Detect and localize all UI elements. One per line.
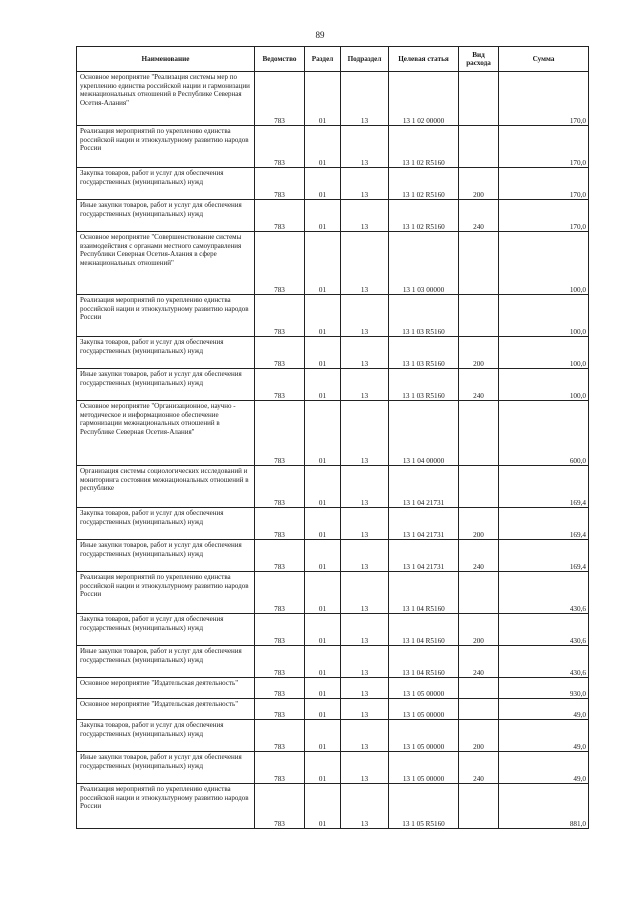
cell-expense-type: 200 xyxy=(459,337,499,369)
cell-name: Основное мероприятие "Совершенствование системы взаимодействия с органами местного самоуправления Республики Северная Осетия-Алания в сфере межнациональных отношений" xyxy=(77,232,255,295)
cell-subsection: 13 xyxy=(341,699,389,720)
cell-name: Иные закупки товаров, работ и услуг для обеспечения государственных (муниципальных) нужд xyxy=(77,369,255,401)
cell-dept: 783 xyxy=(255,401,305,466)
cell-name: Основное мероприятие "Издательская деятельность" xyxy=(77,699,255,720)
cell-target: 13 1 03 R5160 xyxy=(389,337,459,369)
cell-name: Иные закупки товаров, работ и услуг для обеспечения государственных (муниципальных) нужд xyxy=(77,200,255,232)
cell-target: 13 1 03 R5160 xyxy=(389,295,459,337)
cell-expense-type: 200 xyxy=(459,168,499,200)
cell-subsection: 13 xyxy=(341,401,389,466)
cell-amount: 169,4 xyxy=(499,540,589,572)
cell-dept: 783 xyxy=(255,466,305,508)
table-row xyxy=(77,646,589,678)
cell-section: 01 xyxy=(305,126,341,168)
cell-name: Закупка товаров, работ и услуг для обеспечения государственных (муниципальных) нужд xyxy=(77,508,255,540)
cell-section: 01 xyxy=(305,752,341,784)
cell-amount: 49,0 xyxy=(499,752,589,784)
table-row xyxy=(77,540,589,572)
cell-subsection: 13 xyxy=(341,720,389,752)
cell-name: Основное мероприятие "Реализация системы мер по укреплению единства российской нации и гармонизации межнациональных отношений в Республике Северная Осетия-Алания" xyxy=(77,72,255,126)
cell-subsection: 13 xyxy=(341,752,389,784)
cell-target: 13 1 05 00000 xyxy=(389,699,459,720)
cell-expense-type xyxy=(459,401,499,466)
cell-name: Иные закупки товаров, работ и услуг для обеспечения государственных (муниципальных) нужд xyxy=(77,540,255,572)
cell-section: 01 xyxy=(305,72,341,126)
cell-dept: 783 xyxy=(255,752,305,784)
cell-expense-type xyxy=(459,232,499,295)
cell-section: 01 xyxy=(305,401,341,466)
cell-dept: 783 xyxy=(255,168,305,200)
cell-section: 01 xyxy=(305,646,341,678)
cell-amount: 169,4 xyxy=(499,466,589,508)
cell-section: 01 xyxy=(305,540,341,572)
cell-dept: 783 xyxy=(255,540,305,572)
cell-name: Реализация мероприятий по укреплению единства российской нации и этнокультурному развитию народов России xyxy=(77,784,255,829)
cell-subsection: 13 xyxy=(341,232,389,295)
cell-subsection: 13 xyxy=(341,466,389,508)
cell-section: 01 xyxy=(305,720,341,752)
cell-subsection: 13 xyxy=(341,337,389,369)
cell-name: Реализация мероприятий по укреплению единства российской нации и этнокультурному развитию народов России xyxy=(77,126,255,168)
cell-name: Закупка товаров, работ и услуг для обеспечения государственных (муниципальных) нужд xyxy=(77,720,255,752)
cell-target: 13 1 05 00000 xyxy=(389,752,459,784)
header-expense-type: Вид расхода xyxy=(459,47,499,72)
header-name: Наименование xyxy=(77,47,255,72)
cell-target: 13 1 02 R5160 xyxy=(389,168,459,200)
cell-expense-type: 240 xyxy=(459,200,499,232)
cell-expense-type xyxy=(459,572,499,614)
cell-amount: 430,6 xyxy=(499,614,589,646)
cell-expense-type xyxy=(459,466,499,508)
cell-name: Реализация мероприятий по укреплению единства российской нации и этнокультурному развитию народов России xyxy=(77,572,255,614)
cell-dept: 783 xyxy=(255,200,305,232)
cell-target: 13 1 02 R5160 xyxy=(389,126,459,168)
cell-target: 13 1 03 R5160 xyxy=(389,369,459,401)
table-row xyxy=(77,699,589,720)
cell-section: 01 xyxy=(305,572,341,614)
cell-target: 13 1 02 R5160 xyxy=(389,200,459,232)
table-row xyxy=(77,752,589,784)
cell-subsection: 13 xyxy=(341,72,389,126)
cell-target: 13 1 04 R5160 xyxy=(389,646,459,678)
cell-expense-type: 240 xyxy=(459,752,499,784)
cell-amount: 169,4 xyxy=(499,508,589,540)
budget-table xyxy=(76,46,589,829)
table-header xyxy=(77,47,589,72)
cell-subsection: 13 xyxy=(341,646,389,678)
cell-subsection: 13 xyxy=(341,614,389,646)
table-row xyxy=(77,72,589,126)
cell-expense-type: 240 xyxy=(459,369,499,401)
cell-name: Закупка товаров, работ и услуг для обеспечения государственных (муниципальных) нужд xyxy=(77,614,255,646)
table-row xyxy=(77,784,589,829)
cell-target: 13 1 03 00000 xyxy=(389,232,459,295)
cell-amount: 170,0 xyxy=(499,126,589,168)
cell-name: Основное мероприятие "Организационное, научно - методическое и информационное обеспечение гармонизации межнациональных отношений в Республике Северная Осетия-Алания" xyxy=(77,401,255,466)
header-dept: Ведомство xyxy=(255,47,305,72)
cell-dept: 783 xyxy=(255,508,305,540)
cell-name: Закупка товаров, работ и услуг для обеспечения государственных (муниципальных) нужд xyxy=(77,168,255,200)
cell-target: 13 1 05 00000 xyxy=(389,720,459,752)
cell-expense-type xyxy=(459,295,499,337)
cell-section: 01 xyxy=(305,337,341,369)
cell-amount: 430,6 xyxy=(499,572,589,614)
cell-target: 13 1 02 00000 xyxy=(389,72,459,126)
cell-subsection: 13 xyxy=(341,508,389,540)
table-row xyxy=(77,126,589,168)
cell-section: 01 xyxy=(305,784,341,829)
cell-dept: 783 xyxy=(255,572,305,614)
cell-amount: 881,0 xyxy=(499,784,589,829)
cell-target: 13 1 04 R5160 xyxy=(389,614,459,646)
cell-target: 13 1 05 R5160 xyxy=(389,784,459,829)
cell-dept: 783 xyxy=(255,126,305,168)
cell-expense-type: 200 xyxy=(459,508,499,540)
cell-amount: 100,0 xyxy=(499,295,589,337)
cell-section: 01 xyxy=(305,678,341,699)
cell-subsection: 13 xyxy=(341,200,389,232)
cell-amount: 170,0 xyxy=(499,72,589,126)
cell-dept: 783 xyxy=(255,232,305,295)
cell-dept: 783 xyxy=(255,614,305,646)
cell-dept: 783 xyxy=(255,72,305,126)
header-row xyxy=(77,47,589,72)
header-subsection: Подраздел xyxy=(341,47,389,72)
cell-dept: 783 xyxy=(255,720,305,752)
cell-amount: 100,0 xyxy=(499,337,589,369)
cell-dept: 783 xyxy=(255,646,305,678)
cell-expense-type: 200 xyxy=(459,614,499,646)
cell-dept: 783 xyxy=(255,699,305,720)
cell-name: Реализация мероприятий по укреплению единства российской нации и этнокультурному развитию народов России xyxy=(77,295,255,337)
cell-subsection: 13 xyxy=(341,784,389,829)
cell-section: 01 xyxy=(305,369,341,401)
cell-subsection: 13 xyxy=(341,678,389,699)
cell-expense-type xyxy=(459,699,499,720)
table-row xyxy=(77,337,589,369)
cell-target: 13 1 04 00000 xyxy=(389,401,459,466)
table-row xyxy=(77,508,589,540)
table-row xyxy=(77,295,589,337)
cell-subsection: 13 xyxy=(341,572,389,614)
cell-target: 13 1 04 R5160 xyxy=(389,572,459,614)
cell-expense-type xyxy=(459,72,499,126)
cell-name: Организация системы социологических исследований и мониторинга состояния межнациональных отношений в республике xyxy=(77,466,255,508)
cell-amount: 170,0 xyxy=(499,168,589,200)
table-row xyxy=(77,614,589,646)
cell-section: 01 xyxy=(305,232,341,295)
cell-section: 01 xyxy=(305,614,341,646)
cell-name: Иные закупки товаров, работ и услуг для обеспечения государственных (муниципальных) нужд xyxy=(77,752,255,784)
cell-target: 13 1 04 21731 xyxy=(389,508,459,540)
table-row xyxy=(77,369,589,401)
cell-section: 01 xyxy=(305,168,341,200)
cell-section: 01 xyxy=(305,200,341,232)
header-section: Раздел xyxy=(305,47,341,72)
cell-amount: 430,6 xyxy=(499,646,589,678)
cell-subsection: 13 xyxy=(341,540,389,572)
cell-amount: 930,0 xyxy=(499,678,589,699)
cell-target: 13 1 04 21731 xyxy=(389,466,459,508)
cell-section: 01 xyxy=(305,699,341,720)
cell-subsection: 13 xyxy=(341,369,389,401)
table-row xyxy=(77,232,589,295)
cell-subsection: 13 xyxy=(341,126,389,168)
cell-expense-type: 240 xyxy=(459,646,499,678)
cell-dept: 783 xyxy=(255,337,305,369)
cell-section: 01 xyxy=(305,466,341,508)
cell-amount: 170,0 xyxy=(499,200,589,232)
cell-expense-type: 240 xyxy=(459,540,499,572)
cell-dept: 783 xyxy=(255,784,305,829)
page-number: 89 xyxy=(315,30,325,40)
cell-dept: 783 xyxy=(255,369,305,401)
cell-name: Закупка товаров, работ и услуг для обеспечения государственных (муниципальных) нужд xyxy=(77,337,255,369)
cell-expense-type xyxy=(459,126,499,168)
table-row xyxy=(77,401,589,466)
header-amount: Сумма xyxy=(499,47,589,72)
table-row xyxy=(77,572,589,614)
cell-amount: 600,0 xyxy=(499,401,589,466)
table-body xyxy=(77,72,589,829)
cell-expense-type xyxy=(459,784,499,829)
table-row xyxy=(77,466,589,508)
cell-dept: 783 xyxy=(255,295,305,337)
header-target: Целевая статья xyxy=(389,47,459,72)
cell-name: Основное мероприятие "Издательская деятельность" xyxy=(77,678,255,699)
table-row xyxy=(77,678,589,699)
cell-dept: 783 xyxy=(255,678,305,699)
cell-amount: 49,0 xyxy=(499,699,589,720)
cell-name: Иные закупки товаров, работ и услуг для обеспечения государственных (муниципальных) нужд xyxy=(77,646,255,678)
cell-amount: 49,0 xyxy=(499,720,589,752)
cell-amount: 100,0 xyxy=(499,232,589,295)
cell-target: 13 1 04 21731 xyxy=(389,540,459,572)
table-row xyxy=(77,168,589,200)
cell-target: 13 1 05 00000 xyxy=(389,678,459,699)
cell-subsection: 13 xyxy=(341,168,389,200)
table-row xyxy=(77,200,589,232)
cell-expense-type: 200 xyxy=(459,720,499,752)
cell-expense-type xyxy=(459,678,499,699)
cell-amount: 100,0 xyxy=(499,369,589,401)
cell-subsection: 13 xyxy=(341,295,389,337)
cell-section: 01 xyxy=(305,295,341,337)
table-row xyxy=(77,720,589,752)
cell-section: 01 xyxy=(305,508,341,540)
